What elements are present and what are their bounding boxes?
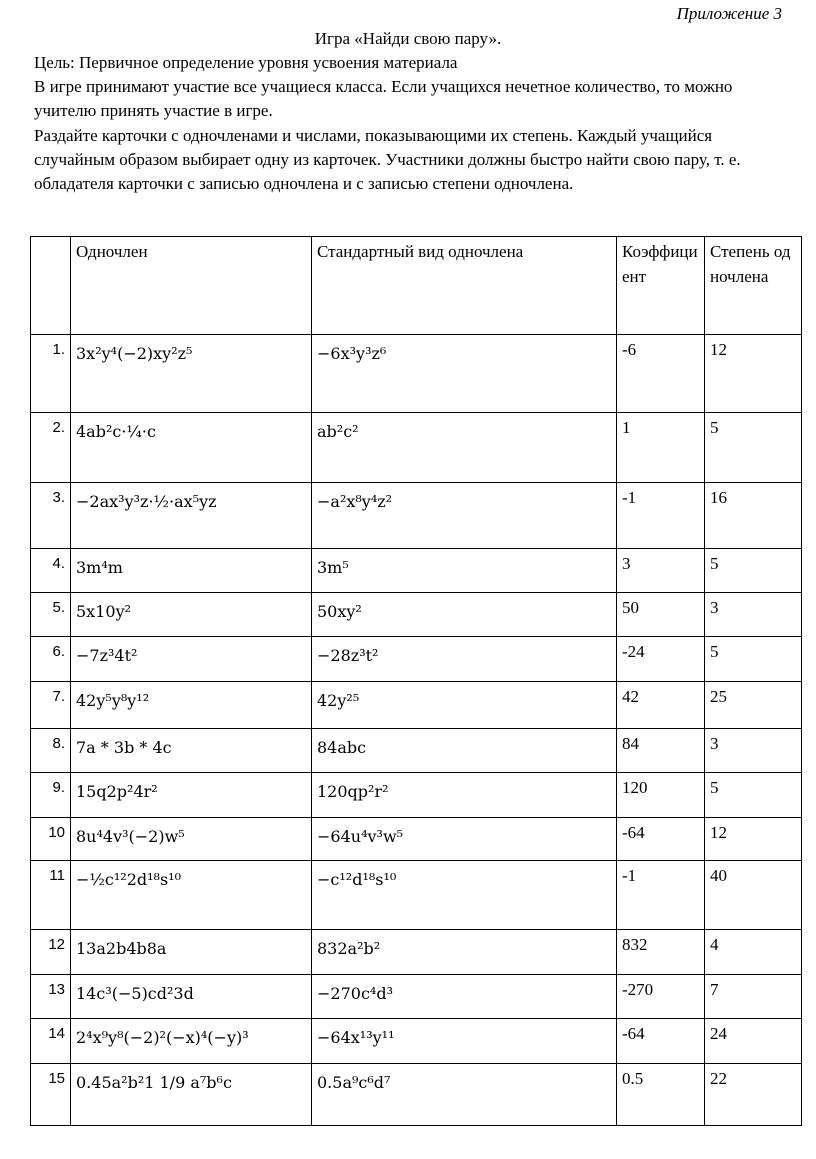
- monomial-cell: [71, 1064, 312, 1126]
- header-num: [31, 237, 71, 335]
- degree-cell: [705, 549, 802, 593]
- monomial-cell-text: 5x10y²: [76, 602, 132, 621]
- standard-form-cell: [312, 861, 617, 930]
- coefficient-cell: [617, 593, 705, 637]
- coefficient-cell-text: -270: [622, 980, 654, 999]
- degree-cell-text: 7: [710, 980, 719, 999]
- coefficient-cell: [617, 335, 705, 413]
- coefficient-cell: [617, 773, 705, 818]
- monomial-cell-text: 3x²y⁴(−2)xy²z⁵: [76, 344, 193, 363]
- table-row: [31, 549, 802, 593]
- coefficient-cell-text: -64: [622, 1024, 645, 1043]
- degree-cell-text: 24: [710, 1024, 727, 1043]
- row-number: [31, 1019, 71, 1064]
- coefficient-cell-text: 50: [622, 598, 639, 617]
- row-number-text: 13: [48, 981, 65, 998]
- standard-form-cell-text: −270c⁴d³: [317, 984, 393, 1003]
- standard-form-cell-text: −28z³t²: [317, 646, 379, 665]
- standard-form-cell: [312, 637, 617, 682]
- standard-form-cell-text: 832a²b²: [317, 939, 381, 958]
- row-number: [31, 773, 71, 818]
- header-coefficient: Коэффициент: [617, 237, 705, 335]
- row-number-text: 7.: [52, 688, 65, 705]
- degree-cell-text: 16: [710, 488, 727, 507]
- row-number: [31, 818, 71, 861]
- row-number-text: 12: [48, 936, 65, 953]
- standard-form-cell-text: −6x³y³z⁶: [317, 344, 387, 363]
- coefficient-cell: [617, 818, 705, 861]
- standard-form-cell: [312, 818, 617, 861]
- standard-form-cell: [312, 1019, 617, 1064]
- coefficient-cell: [617, 930, 705, 975]
- table-row: [31, 818, 802, 861]
- monomial-cell: [71, 593, 312, 637]
- coefficient-cell-text: 3: [622, 554, 631, 573]
- coefficient-cell-text: -1: [622, 488, 637, 507]
- degree-cell: [705, 637, 802, 682]
- degree-cell: [705, 773, 802, 818]
- row-number: [31, 930, 71, 975]
- goal-text: Цель: Первичное определение уровня усвоения материала: [34, 53, 458, 72]
- degree-cell-text: 5: [710, 778, 719, 797]
- coefficient-cell: [617, 975, 705, 1019]
- standard-form-cell: [312, 1064, 617, 1126]
- row-number-text: 10: [48, 824, 65, 841]
- monomial-cell: [71, 682, 312, 729]
- row-number: [31, 637, 71, 682]
- table-row: [31, 593, 802, 637]
- standard-form-cell: [312, 335, 617, 413]
- monomial-cell: [71, 818, 312, 861]
- monomial-cell: [71, 861, 312, 930]
- table-row: [31, 861, 802, 930]
- paragraph-participants: В игре принимают участие все учащиеся класса. Если учащихся нечетное количество, то можно учителю принять участие в игре.: [34, 77, 733, 120]
- degree-cell: [705, 1064, 802, 1126]
- coefficient-cell-text: 84: [622, 734, 639, 753]
- monomial-cell-text: −2ax³y³z·½·ax⁵yz: [76, 492, 217, 511]
- degree-cell: [705, 975, 802, 1019]
- standard-form-cell: [312, 413, 617, 483]
- standard-form-cell: [312, 682, 617, 729]
- appendix-label: Приложение 3: [676, 4, 782, 23]
- monomial-cell-text: 14c³(−5)cd²3d: [76, 984, 194, 1003]
- monomial-cell-text: 13a2b4b8a: [76, 939, 167, 958]
- degree-cell-text: 12: [710, 823, 727, 842]
- table-row: [31, 413, 802, 483]
- standard-form-cell-text: 120qp²r²: [317, 782, 389, 801]
- coefficient-cell-text: -64: [622, 823, 645, 842]
- row-number-text: 15: [48, 1070, 65, 1087]
- row-number-text: 8.: [52, 735, 65, 752]
- header-monomial: Одночлен: [71, 237, 312, 335]
- row-number: [31, 413, 71, 483]
- row-number-text: 4.: [52, 555, 65, 572]
- monomial-cell: [71, 930, 312, 975]
- standard-form-cell: [312, 975, 617, 1019]
- header-degree: Степень одночлена: [705, 237, 802, 335]
- table-row: [31, 1019, 802, 1064]
- coefficient-cell-text: -6: [622, 340, 637, 359]
- coefficient-cell-text: -1: [622, 866, 637, 885]
- standard-form-cell-text: ab²c²: [317, 422, 359, 441]
- row-number: [31, 549, 71, 593]
- degree-cell: [705, 1019, 802, 1064]
- row-number-text: 1.: [52, 341, 65, 358]
- row-number: [31, 483, 71, 549]
- table-header-row: [31, 237, 802, 335]
- degree-cell-text: 3: [710, 598, 719, 617]
- table-row: [31, 637, 802, 682]
- degree-cell-text: 25: [710, 687, 727, 706]
- coefficient-cell: [617, 729, 705, 773]
- header-standard-form: Стандартный вид одночлена: [312, 237, 617, 335]
- degree-cell: [705, 593, 802, 637]
- standard-form-cell: [312, 549, 617, 593]
- row-number: [31, 1064, 71, 1126]
- degree-cell-text: 4: [710, 935, 719, 954]
- degree-cell-text: 5: [710, 642, 719, 661]
- table-row: [31, 682, 802, 729]
- monomial-cell: [71, 549, 312, 593]
- coefficient-cell: [617, 861, 705, 930]
- monomial-cell: [71, 1019, 312, 1064]
- coefficient-cell: [617, 637, 705, 682]
- coefficient-cell-text: 832: [622, 935, 648, 954]
- monomial-cell-text: 3m⁴m: [76, 558, 123, 577]
- degree-cell: [705, 682, 802, 729]
- degree-cell: [705, 930, 802, 975]
- degree-cell-text: 5: [710, 554, 719, 573]
- degree-cell-text: 40: [710, 866, 727, 885]
- row-number-text: 5.: [52, 599, 65, 616]
- standard-form-cell-text: 50xy²: [317, 602, 362, 621]
- standard-form-cell: [312, 930, 617, 975]
- standard-form-cell: [312, 729, 617, 773]
- row-number: [31, 593, 71, 637]
- table-row: [31, 1064, 802, 1126]
- monomial-cell: [71, 975, 312, 1019]
- standard-form-cell-text: −64u⁴v³w⁵: [317, 827, 404, 846]
- monomial-cell-text: 15q2p²4r²: [76, 782, 158, 801]
- coefficient-cell: [617, 1019, 705, 1064]
- degree-cell-text: 3: [710, 734, 719, 753]
- row-number: [31, 335, 71, 413]
- monomial-cell-text: −½c¹²2d¹⁸s¹⁰: [76, 870, 181, 889]
- standard-form-cell-text: 0.5a⁹c⁶d⁷: [317, 1073, 391, 1092]
- standard-form-cell-text: −64x¹³y¹¹: [317, 1028, 395, 1047]
- standard-form-cell-text: 3m⁵: [317, 558, 349, 577]
- table-row: [31, 483, 802, 549]
- degree-cell: [705, 729, 802, 773]
- degree-cell: [705, 335, 802, 413]
- standard-form-cell-text: −a²x⁸y⁴z²: [317, 492, 393, 511]
- coefficient-cell: [617, 1064, 705, 1126]
- degree-cell: [705, 483, 802, 549]
- table-row: [31, 975, 802, 1019]
- monomial-cell-text: −7z³4t²: [76, 646, 138, 665]
- monomial-cell-text: 4ab²c·¼·c: [76, 422, 156, 441]
- monomial-cell: [71, 729, 312, 773]
- row-number-text: 9.: [52, 779, 65, 796]
- table-row: [31, 930, 802, 975]
- paragraph-instructions: Раздайте карточки с одночленами и числами, показывающими их степень. Каждый учащийся случайным образом выбирает одну из карточек. Участники должны быстро найти свою пару, т. е. обладателя карточки с записью одночлена и с записью степени одночлена.: [34, 126, 741, 193]
- monomial-cell-text: 0.45a²b²1 1/9 a⁷b⁶c: [76, 1073, 232, 1092]
- coefficient-cell-text: 42: [622, 687, 639, 706]
- standard-form-cell-text: −c¹²d¹⁸s¹⁰: [317, 870, 397, 889]
- row-number: [31, 682, 71, 729]
- standard-form-cell-text: 84abc: [317, 738, 367, 757]
- monomials-table: [30, 236, 802, 1126]
- row-number-text: 3.: [52, 489, 65, 506]
- table-row: [31, 773, 802, 818]
- row-number-text: 14: [48, 1025, 65, 1042]
- page-title: Игра «Найди свою пару».: [314, 29, 502, 48]
- monomial-cell-text: 7a * 3b * 4c: [76, 738, 172, 757]
- table-row: [31, 335, 802, 413]
- degree-cell: [705, 413, 802, 483]
- coefficient-cell: [617, 682, 705, 729]
- monomial-cell-text: 2⁴x⁹y⁸(−2)²(−x)⁴(−y)³: [76, 1028, 249, 1047]
- monomial-cell-text: 8u⁴4v³(−2)w⁵: [76, 827, 185, 846]
- degree-cell-text: 5: [710, 418, 719, 437]
- degree-cell: [705, 818, 802, 861]
- monomial-cell: [71, 413, 312, 483]
- table-row: [31, 729, 802, 773]
- coefficient-cell: [617, 549, 705, 593]
- monomial-cell: [71, 637, 312, 682]
- coefficient-cell-text: -24: [622, 642, 645, 661]
- standard-form-cell: [312, 773, 617, 818]
- standard-form-cell-text: 42y²⁵: [317, 691, 360, 710]
- row-number-text: 6.: [52, 643, 65, 660]
- row-number: [31, 729, 71, 773]
- coefficient-cell-text: 1: [622, 418, 631, 437]
- standard-form-cell: [312, 593, 617, 637]
- row-number: [31, 975, 71, 1019]
- monomial-cell: [71, 335, 312, 413]
- row-number-text: 11: [49, 867, 65, 884]
- standard-form-cell: [312, 483, 617, 549]
- coefficient-cell-text: 0.5: [622, 1069, 644, 1088]
- coefficient-cell-text: 120: [622, 778, 648, 797]
- monomial-cell-text: 42y⁵y⁸y¹²: [76, 691, 150, 710]
- degree-cell-text: 12: [710, 340, 727, 359]
- degree-cell-text: 22: [710, 1069, 727, 1088]
- row-number: [31, 861, 71, 930]
- coefficient-cell: [617, 483, 705, 549]
- monomial-cell: [71, 483, 312, 549]
- coefficient-cell: [617, 413, 705, 483]
- degree-cell: [705, 861, 802, 930]
- row-number-text: 2.: [52, 419, 65, 436]
- monomial-cell: [71, 773, 312, 818]
